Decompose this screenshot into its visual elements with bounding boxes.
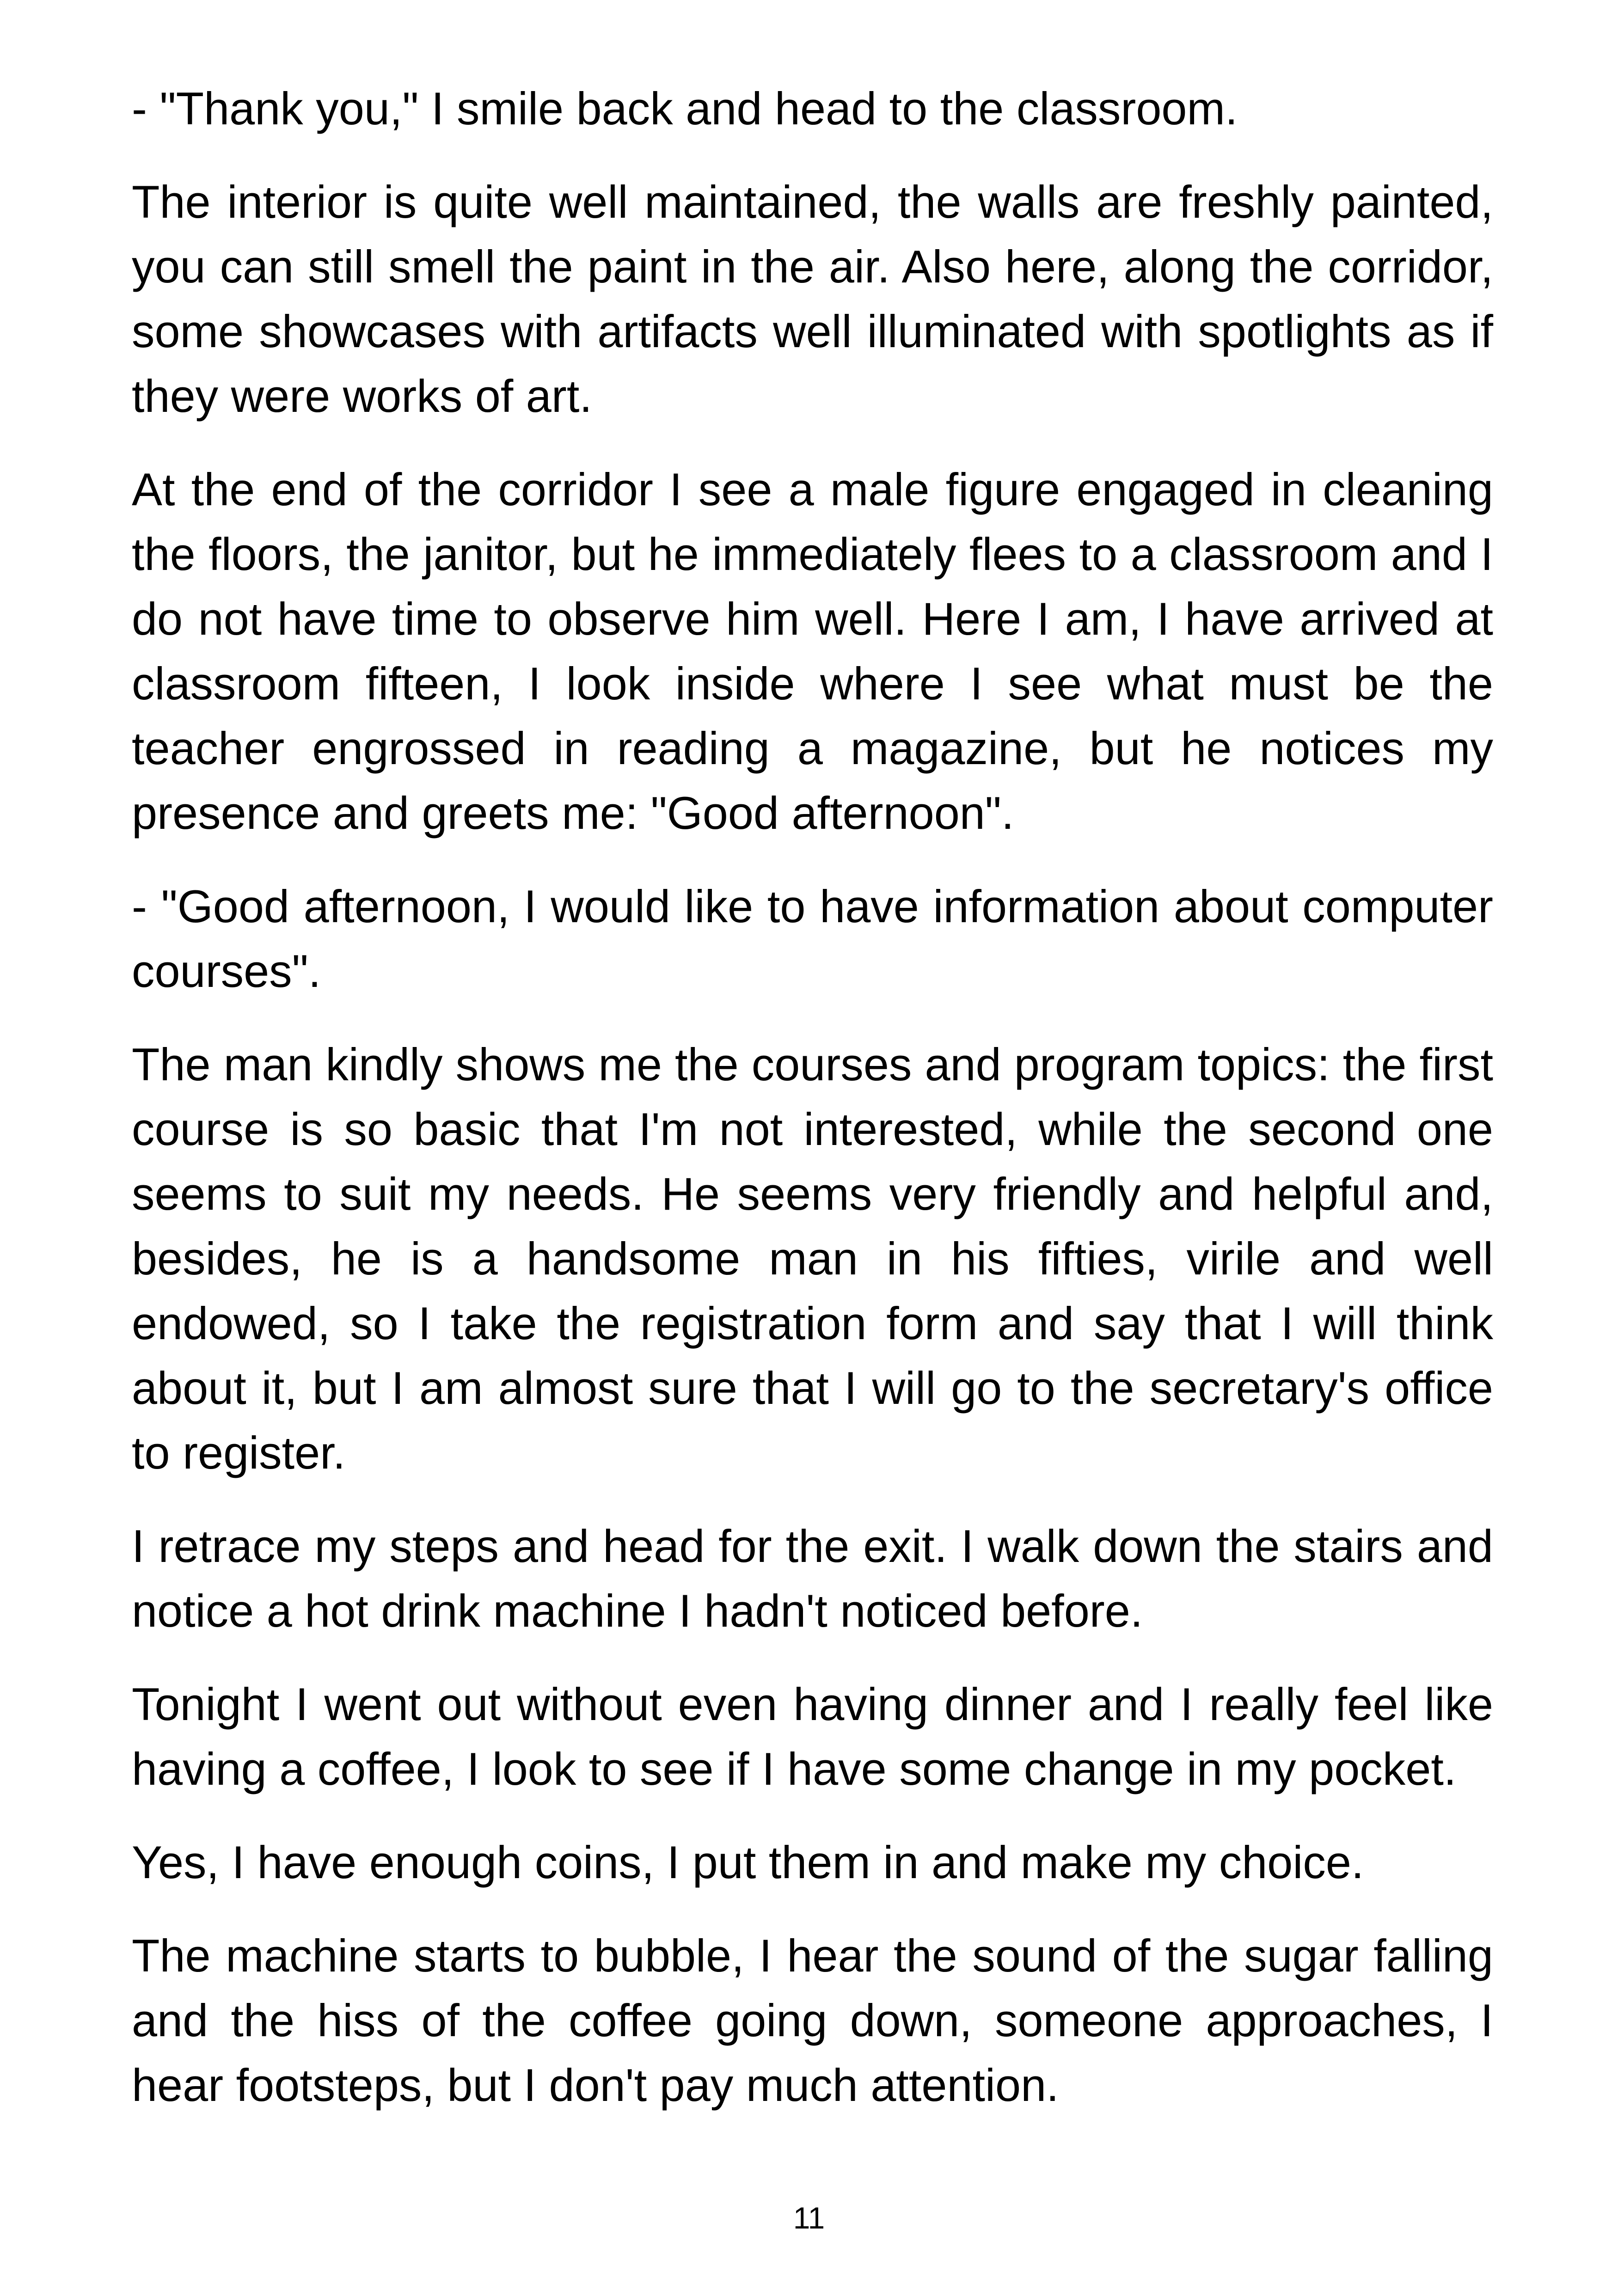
paragraph-8: Yes, I have enough coins, I put them in and make my choice. [132, 1837, 1364, 1888]
paragraph-2: The interior is quite well maintained, the walls are freshly painted, you can still smell the paint in the air. Also here, along the corridor, some showcases with artifacts well illuminated with spotlights as if they were works of art. [132, 176, 1493, 422]
page-body [132, 76, 1493, 2118]
paragraph-9: The machine starts to bubble, I hear the sound of the sugar falling and the hiss of the coffee going down, someone approaches, I hear footsteps, but I don't pay much attention. [132, 1930, 1493, 2111]
paragraph-1: - "Thank you," I smile back and head to the classroom. [132, 83, 1238, 134]
paragraph-3: At the end of the corridor I see a male figure engaged in cleaning the floors, the janitor, but he immediately flees to a classroom and I do not have time to observe him well. Here I am, I have arrived at classroom fifteen, I look inside where I see what must be the teacher engrossed in reading a magazine, but he notices my presence and greets me: "Good afternoon". [132, 464, 1493, 839]
paragraph-5: The man kindly shows me the courses and program topics: the first course is so basic that I'm not interested, while the second one seems to suit my needs. He seems very friendly and helpful and, besides, he is a handsome man in his fifties, virile and well endowed, so I take the registration form and say that I will think about it, but I am almost sure that I will go to the secretary's office to register. [132, 1039, 1493, 1478]
paragraph-7: Tonight I went out without even having dinner and I really feel like having a coffee, I look to see if I have some change in my pocket. [132, 1678, 1493, 1794]
paragraph-4: - "Good afternoon, I would like to have information about computer courses". [132, 881, 1493, 997]
paragraph-6: I retrace my steps and head for the exit. I walk down the stairs and notice a hot drink machine I hadn't noticed before. [132, 1520, 1493, 1636]
page-number: 11 [793, 2201, 825, 2235]
